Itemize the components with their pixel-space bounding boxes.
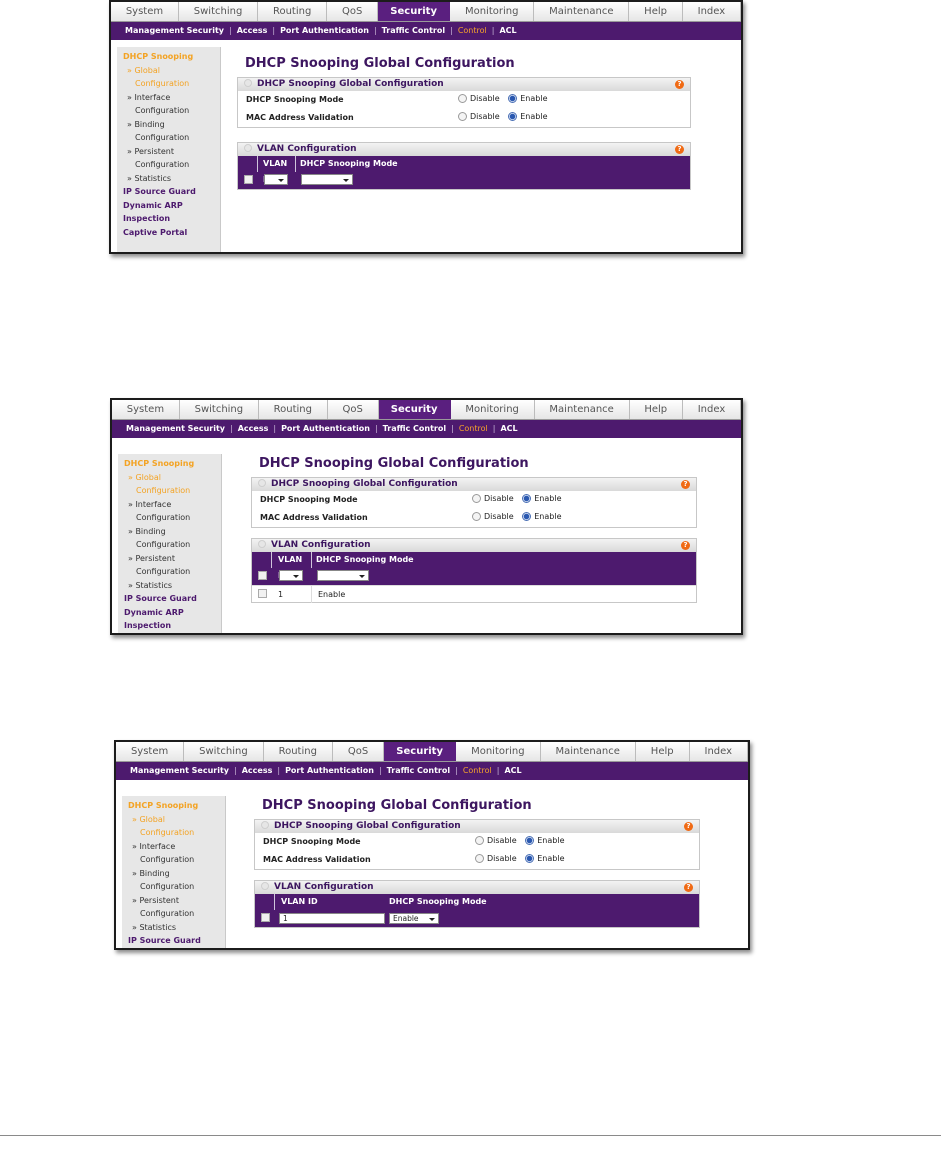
panel-title: DHCP Snooping Global Configuration	[271, 479, 458, 489]
help-icon[interactable]: ?	[681, 480, 690, 489]
vlan-config-panel	[254, 880, 700, 928]
sidebar-item-global-cont[interactable]: Configuration	[140, 828, 195, 837]
sidebar-item-binding[interactable]: » Binding	[128, 526, 166, 536]
tab-maintenance[interactable]: Maintenance	[535, 400, 630, 419]
panel-header	[252, 539, 696, 552]
page-divider	[0, 1135, 941, 1136]
subnav-port-authentication[interactable]: Port Authentication	[280, 26, 369, 35]
radio-enable-label: Enable	[520, 112, 548, 121]
radio-enable-label: Enable	[537, 836, 565, 845]
help-icon[interactable]: ?	[675, 145, 684, 154]
radio-disable[interactable]	[458, 94, 467, 103]
sub-nav: Management Security | Access | Port Authentication | Traffic Control | Control | ACL	[111, 22, 741, 40]
vlan-add-row	[252, 568, 696, 585]
subnav-acl[interactable]: ACL	[500, 424, 518, 433]
global-config-panel	[237, 77, 691, 128]
cell-vlan-id: 1	[272, 586, 312, 603]
global-config-panel	[251, 477, 697, 528]
screenshot-2	[110, 398, 743, 635]
sidebar-item-interface-cont[interactable]: Configuration	[135, 106, 190, 115]
help-icon[interactable]: ?	[684, 822, 693, 831]
sidebar-item-ip-source-guard[interactable]: IP Source Guard	[123, 187, 196, 196]
tab-index[interactable]: Index	[683, 2, 741, 21]
col-dhcp-snooping-mode: DHCP Snooping Mode	[316, 555, 414, 564]
tab-index[interactable]: Index	[683, 400, 741, 419]
radio-enable[interactable]	[522, 494, 531, 503]
sidebar-item-interface[interactable]: » Interface	[132, 841, 176, 851]
radio-disable-label: Disable	[487, 854, 517, 863]
subnav-traffic-control[interactable]: Traffic Control	[386, 766, 451, 775]
vlan-table-header	[252, 552, 696, 568]
label-mac-address-validation: MAC Address Validation	[246, 113, 354, 122]
label-mac-address-validation: MAC Address Validation	[263, 855, 371, 864]
sidebar-item-interface-cont[interactable]: Configuration	[140, 855, 195, 864]
select-all-checkbox[interactable]	[244, 175, 253, 184]
panel-title: VLAN Configuration	[271, 540, 371, 550]
tab-switching[interactable]: Switching	[184, 742, 263, 761]
tab-security[interactable]: Security	[379, 400, 451, 419]
sidebar-item-interface[interactable]: » Interface	[128, 499, 172, 509]
subnav-control[interactable]: Control	[462, 766, 492, 775]
panel-header	[238, 143, 690, 156]
subnav-port-authentication[interactable]: Port Authentication	[285, 766, 374, 775]
tab-system[interactable]: System	[111, 2, 179, 21]
sidebar-item-dhcp-snooping[interactable]: DHCP Snooping	[128, 801, 199, 810]
sidebar-item-binding[interactable]: » Binding	[132, 868, 170, 878]
sidebar-item-persistent[interactable]: » Persistent	[132, 895, 180, 905]
sidebar-item-global[interactable]: » Global	[128, 472, 161, 482]
tab-system[interactable]: System	[112, 400, 180, 419]
page-title: DHCP Snooping Global Configuration	[245, 56, 515, 71]
panel-header	[252, 478, 696, 491]
panel-title: VLAN Configuration	[257, 144, 357, 154]
sidebar-item-persistent[interactable]: » Persistent	[127, 146, 175, 156]
row-mac-address-validation	[255, 851, 699, 869]
vlan-add-row	[238, 172, 690, 189]
global-config-panel	[254, 819, 700, 870]
collapse-icon[interactable]	[258, 540, 266, 548]
sidebar-item-captive-portal[interactable]: Captive Portal	[123, 227, 188, 237]
radio-enable-label: Enable	[520, 94, 548, 103]
sidebar-item-global[interactable]: » Global	[127, 65, 160, 75]
sidebar-item-global[interactable]: » Global	[132, 814, 165, 824]
radio-enable[interactable]	[522, 512, 531, 521]
label-mac-address-validation: MAC Address Validation	[260, 513, 368, 522]
col-vlan-id: VLAN	[272, 552, 312, 568]
sidebar-item-global-cont[interactable]: Configuration	[135, 79, 190, 88]
screenshot-3	[114, 740, 750, 950]
col-vlan-id: VLAN	[258, 156, 296, 172]
mode-select[interactable]: Enable	[389, 913, 439, 924]
tab-security[interactable]: Security	[378, 2, 450, 21]
mode-select[interactable]	[317, 570, 369, 581]
tab-system[interactable]: System	[116, 742, 184, 761]
radio-disable-label: Disable	[487, 836, 517, 845]
tab-qos[interactable]: QoS	[327, 2, 378, 21]
sidebar-item-dynamic-arp[interactable]: Dynamic ARP	[124, 607, 184, 617]
row-dhcp-snooping-mode	[255, 833, 699, 851]
sidebar-item-persistent-cont[interactable]: Configuration	[135, 160, 190, 169]
panel-header	[238, 78, 690, 91]
radio-disable[interactable]	[472, 512, 481, 521]
sidebar-item-dhcp-snooping[interactable]: DHCP Snooping	[124, 459, 195, 468]
sidebar-item-interface[interactable]: » Interface	[127, 92, 171, 102]
collapse-icon[interactable]	[258, 479, 266, 487]
tab-switching[interactable]: Switching	[179, 2, 258, 21]
screenshot-1	[109, 0, 743, 254]
col-dhcp-snooping-mode: DHCP Snooping Mode	[389, 897, 487, 906]
sub-nav: Management Security | Access | Port Authentication | Traffic Control | Control | ACL	[116, 762, 748, 780]
collapse-icon[interactable]	[261, 882, 269, 890]
sub-nav: Management Security | Access | Port Authentication | Traffic Control | Control | ACL	[112, 420, 741, 438]
row-dhcp-snooping-mode	[238, 91, 690, 109]
sidebar	[122, 796, 226, 948]
subnav-control[interactable]: Control	[458, 424, 488, 433]
tab-qos[interactable]: QoS	[333, 742, 384, 761]
radio-enable[interactable]	[508, 94, 517, 103]
mode-select[interactable]	[301, 174, 353, 185]
tab-qos[interactable]: QoS	[328, 400, 379, 419]
sidebar-item-global-cont[interactable]: Configuration	[136, 486, 191, 495]
subnav-access[interactable]: Access	[236, 26, 268, 35]
panel-title: VLAN Configuration	[274, 882, 374, 892]
page-title: DHCP Snooping Global Configuration	[259, 456, 529, 471]
help-icon[interactable]: ?	[675, 80, 684, 89]
label-dhcp-snooping-mode: DHCP Snooping Mode	[263, 837, 361, 846]
radio-disable[interactable]	[475, 836, 484, 845]
tab-monitoring[interactable]: Monitoring	[451, 400, 535, 419]
subnav-management-security[interactable]: Management Security	[125, 26, 225, 35]
subnav-access[interactable]: Access	[241, 766, 273, 775]
row-mac-address-validation	[252, 509, 696, 527]
sidebar-item-ip-source-guard[interactable]: IP Source Guard	[128, 936, 201, 945]
radio-enable[interactable]	[525, 836, 534, 845]
sidebar-item-binding[interactable]: » Binding	[127, 119, 165, 129]
collapse-icon[interactable]	[261, 821, 269, 829]
collapse-icon[interactable]	[244, 144, 252, 152]
help-icon[interactable]: ?	[681, 541, 690, 550]
radio-disable[interactable]	[458, 112, 467, 121]
tab-switching[interactable]: Switching	[180, 400, 259, 419]
help-icon[interactable]: ?	[684, 883, 693, 892]
vlan-config-panel	[251, 538, 697, 603]
vlan-id-select[interactable]	[264, 174, 288, 185]
subnav-management-security[interactable]: Management Security	[130, 766, 230, 775]
col-vlan-id: VLAN ID	[281, 897, 318, 906]
subnav-traffic-control[interactable]: Traffic Control	[382, 424, 447, 433]
tab-routing[interactable]: Routing	[264, 742, 333, 761]
tab-maintenance[interactable]: Maintenance	[541, 742, 636, 761]
subnav-traffic-control[interactable]: Traffic Control	[381, 26, 446, 35]
sidebar-item-statistics[interactable]: » Statistics	[132, 922, 177, 932]
radio-disable-label: Disable	[484, 512, 514, 521]
panel-title: DHCP Snooping Global Configuration	[274, 821, 461, 831]
sidebar	[118, 454, 222, 633]
vlan-config-panel	[237, 142, 691, 190]
label-dhcp-snooping-mode: DHCP Snooping Mode	[246, 95, 344, 104]
row-dhcp-snooping-mode	[252, 491, 696, 509]
sidebar-item-binding-cont[interactable]: Configuration	[135, 133, 190, 142]
select-all-checkbox[interactable]	[258, 571, 267, 580]
sidebar-item-interface-cont[interactable]: Configuration	[136, 513, 191, 522]
radio-disable[interactable]	[472, 494, 481, 503]
table-row	[252, 585, 696, 602]
sidebar-item-statistics[interactable]: » Statistics	[127, 173, 172, 183]
sidebar-item-persistent-cont[interactable]: Configuration	[140, 909, 195, 918]
main-tab-bar	[116, 742, 748, 762]
sidebar-item-binding-cont[interactable]: Configuration	[140, 882, 195, 891]
panel-header	[255, 881, 699, 894]
sidebar-item-inspection[interactable]: Inspection	[123, 214, 171, 223]
sidebar-item-binding-cont[interactable]: Configuration	[136, 540, 191, 549]
main-tab-bar	[111, 2, 741, 22]
tab-security[interactable]: Security	[384, 742, 456, 761]
radio-disable-label: Disable	[470, 112, 500, 121]
radio-enable-label: Enable	[537, 854, 565, 863]
vlan-id-select[interactable]	[279, 570, 303, 581]
collapse-icon[interactable]	[244, 79, 252, 87]
vlan-id-input[interactable]: 1	[279, 913, 385, 924]
vlan-table-header	[255, 894, 699, 910]
sidebar	[117, 47, 221, 252]
vlan-table-header	[238, 156, 690, 172]
tab-help[interactable]: Help	[629, 2, 682, 21]
radio-disable-label: Disable	[484, 494, 514, 503]
subnav-acl[interactable]: ACL	[504, 766, 522, 775]
tab-monitoring[interactable]: Monitoring	[450, 2, 534, 21]
panel-header	[255, 820, 699, 833]
sidebar-item-dynamic-arp[interactable]: Dynamic ARP	[123, 200, 183, 210]
subnav-management-security[interactable]: Management Security	[126, 424, 226, 433]
radio-enable[interactable]	[508, 112, 517, 121]
main-tab-bar	[112, 400, 741, 420]
tab-help[interactable]: Help	[630, 400, 683, 419]
tab-routing[interactable]: Routing	[258, 2, 327, 21]
tab-monitoring[interactable]: Monitoring	[456, 742, 540, 761]
sidebar-item-ip-source-guard[interactable]: IP Source Guard	[124, 594, 197, 603]
radio-enable[interactable]	[525, 854, 534, 863]
row-mac-address-validation	[238, 109, 690, 127]
cell-mode: Enable	[318, 589, 346, 599]
tab-routing[interactable]: Routing	[259, 400, 328, 419]
radio-disable-label: Disable	[470, 94, 500, 103]
radio-enable-label: Enable	[534, 512, 562, 521]
subnav-access[interactable]: Access	[237, 424, 269, 433]
sidebar-item-persistent-cont[interactable]: Configuration	[136, 567, 191, 576]
panel-title: DHCP Snooping Global Configuration	[257, 79, 444, 89]
sidebar-item-persistent[interactable]: » Persistent	[128, 553, 176, 563]
page-title: DHCP Snooping Global Configuration	[262, 798, 532, 813]
subnav-port-authentication[interactable]: Port Authentication	[281, 424, 370, 433]
radio-enable-label: Enable	[534, 494, 562, 503]
col-dhcp-snooping-mode: DHCP Snooping Mode	[300, 159, 398, 168]
vlan-edit-row	[255, 910, 699, 927]
tab-help[interactable]: Help	[636, 742, 690, 761]
row-checkbox[interactable]	[261, 913, 270, 922]
label-dhcp-snooping-mode: DHCP Snooping Mode	[260, 495, 358, 504]
row-checkbox[interactable]	[258, 589, 267, 598]
sidebar-item-dhcp-snooping[interactable]: DHCP Snooping	[123, 52, 194, 61]
radio-disable[interactable]	[475, 854, 484, 863]
subnav-acl[interactable]: ACL	[499, 26, 517, 35]
sidebar-item-statistics[interactable]: » Statistics	[128, 580, 173, 590]
tab-index[interactable]: Index	[690, 742, 748, 761]
sidebar-item-inspection[interactable]: Inspection	[124, 621, 172, 630]
subnav-control[interactable]: Control	[457, 26, 487, 35]
tab-maintenance[interactable]: Maintenance	[534, 2, 629, 21]
